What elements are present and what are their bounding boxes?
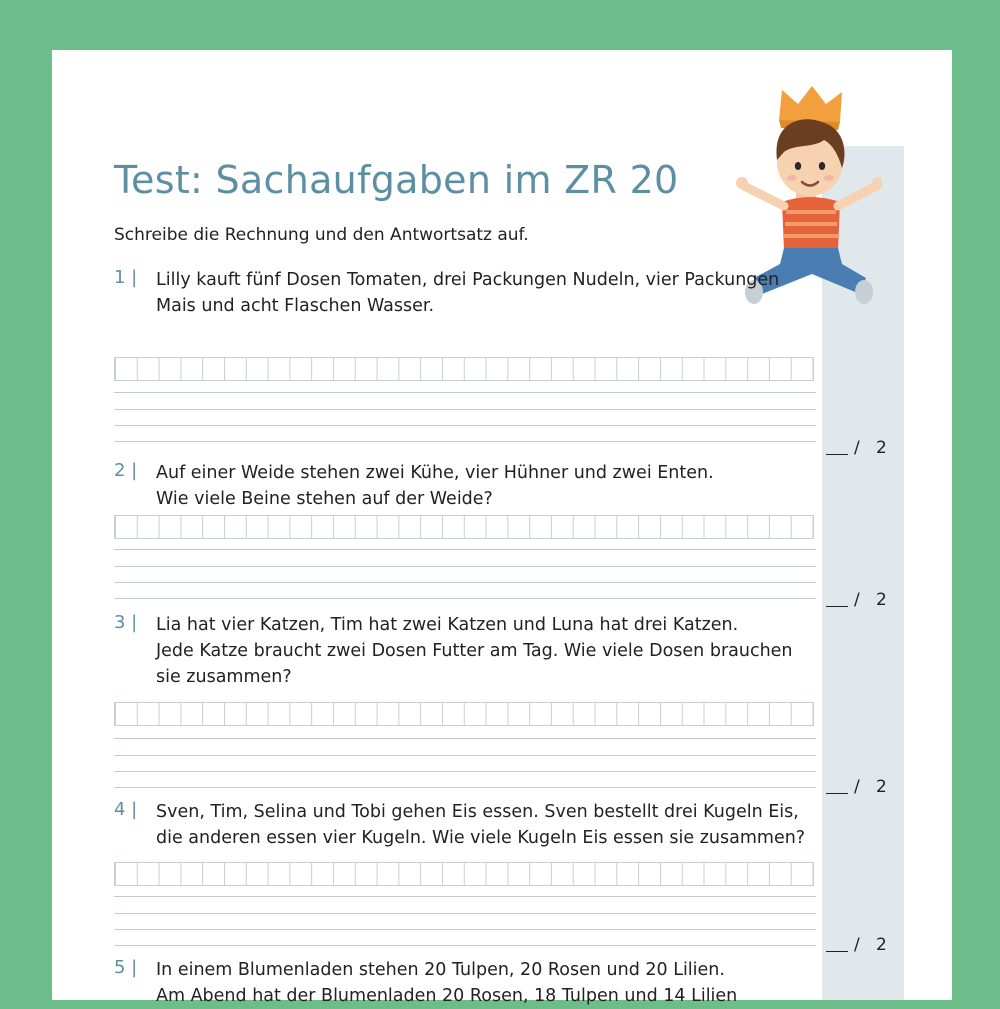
answer-lines[interactable] [114,392,816,442]
task-line: Jede Katze braucht zwei Dosen Futter am Tag. Wie viele Dosen brauchen [156,641,793,661]
task-number: 4 | [114,799,138,820]
task-number: 2 | [114,460,138,481]
task-line: Sven, Tim, Selina und Tobi gehen Eis essen. Sven bestellt drei Kugeln Eis, [156,802,799,822]
score-blank[interactable] [826,793,848,794]
task-line: In einem Blumenladen stehen 20 Tulpen, 20 Rosen und 20 Lilien. [156,960,725,980]
instruction-text: Schreibe die Rechnung und den Antwortsatz auf. [114,225,529,245]
score-separator: / [854,935,860,955]
score-blank[interactable] [826,606,848,607]
score-max: 2 [875,777,887,797]
calculation-grid[interactable] [114,515,814,539]
score-field[interactable] [826,935,887,955]
calculation-grid[interactable] [114,862,814,886]
task-line: Lia hat vier Katzen, Tim hat zwei Katzen und Luna hat drei Katzen. [156,615,739,635]
task-line: Auf einer Weide stehen zwei Kühe, vier Hühner und zwei Enten. [156,463,714,483]
page-title: Test: Sachaufgaben im ZR 20 [114,158,679,202]
task-line: Am Abend hat der Blumenladen 20 Rosen, 18 Tulpen und 14 Lilien [156,986,738,1006]
answer-lines[interactable] [114,896,816,946]
score-blank[interactable] [826,454,848,455]
score-max: 2 [875,590,887,610]
calculation-grid[interactable] [114,357,814,381]
task-text [156,799,821,851]
task-number: 3 | [114,612,138,633]
task-line: Mais und acht Flaschen Wasser. [156,296,435,316]
worksheet [52,50,952,1006]
answer-lines[interactable] [114,738,816,788]
task-text [156,957,821,1009]
task-line: die anderen essen vier Kugeln. Wie viele Kugeln Eis essen sie zusammen? [156,828,806,848]
score-blank[interactable] [826,951,848,952]
score-separator: / [854,438,860,458]
score-field[interactable] [826,777,887,797]
answer-lines[interactable] [114,549,816,599]
score-field[interactable] [826,438,887,458]
score-separator: / [854,590,860,610]
score-field[interactable] [826,590,887,610]
score-max: 2 [875,935,887,955]
task-text [156,612,821,690]
calculation-grid[interactable] [114,702,814,726]
score-max: 2 [875,438,887,458]
task-text [156,267,821,319]
task-line: Lilly kauft fünf Dosen Tomaten, drei Packungen Nudeln, vier Packungen [156,270,780,290]
task-number: 5 | [114,957,138,978]
task-number: 1 | [114,267,138,288]
task-line: Wie viele Beine stehen auf der Weide? [156,489,493,509]
task-line: sie zusammen? [156,667,292,687]
score-separator: / [854,777,860,797]
task-text [156,460,821,512]
